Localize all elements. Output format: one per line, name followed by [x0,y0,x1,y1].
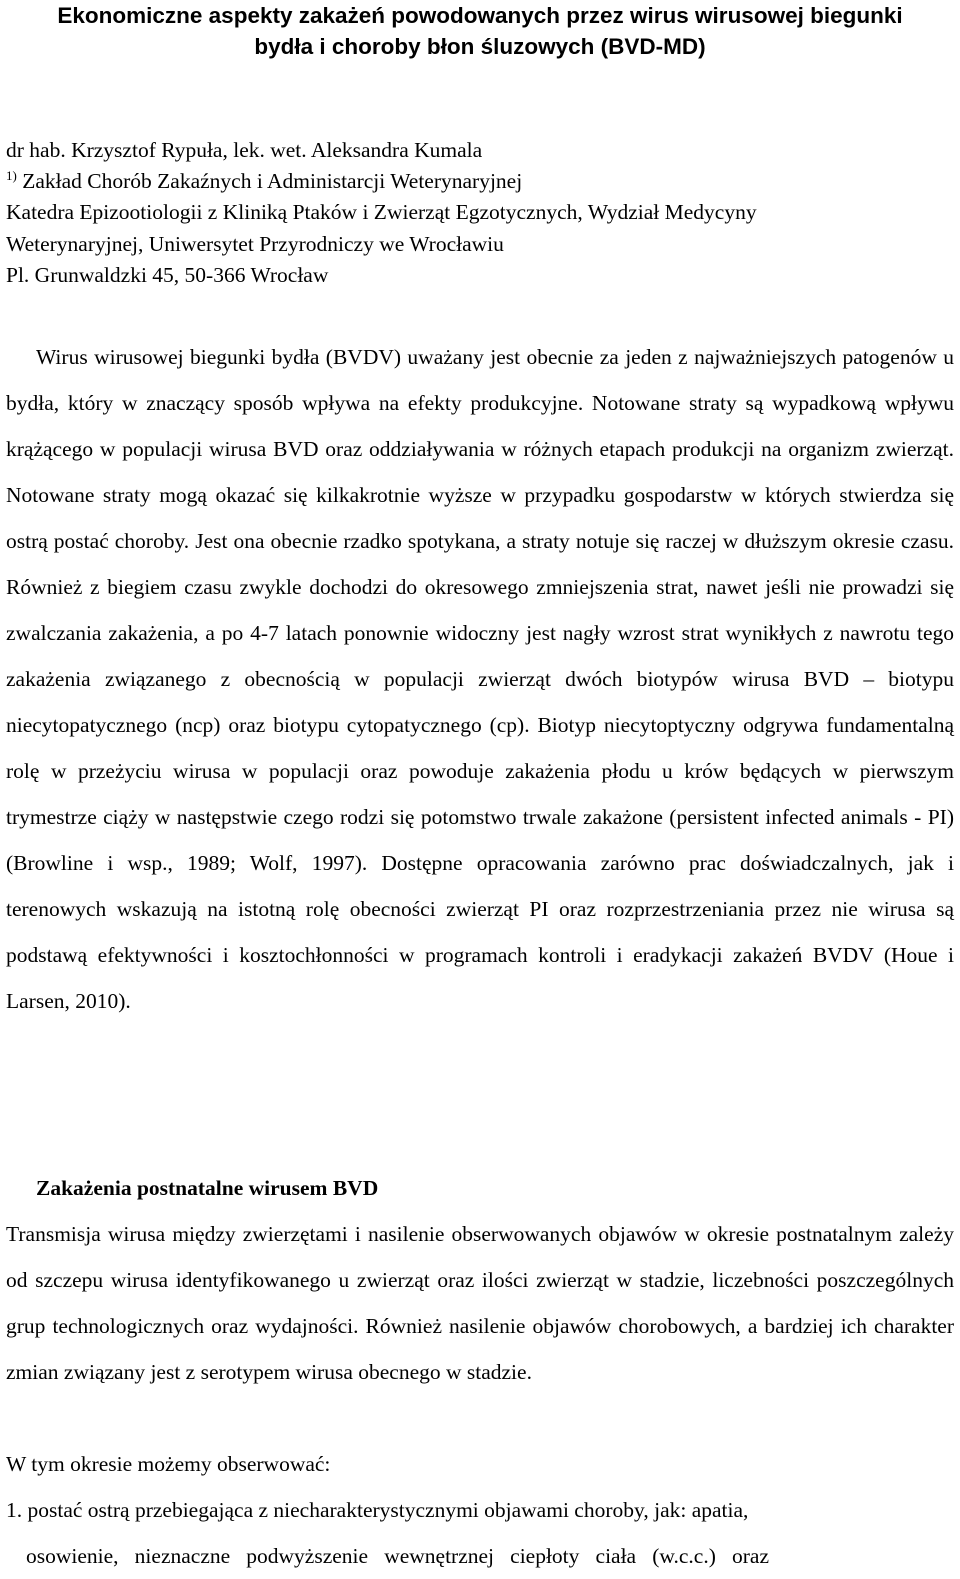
affiliation-line-3: Weterynaryjnej, Uniwersytet Przyrodniczy we Wrocławiu [6,231,504,256]
observation-intro: W tym okresie możemy obserwować: [6,1452,331,1476]
affiliation-department: Zakład Chorób Zakaźnych i Administarcji Weterynaryjnej [16,169,523,194]
intro-paragraph-text: Wirus wirusowej biegunki bydła (BVDV) uważany jest obecnie za jeden z najważniejszych patogenów u bydła, który w znaczący sposób wpływa na efekty produkcyjne. Notowane straty są wypadkową wpływu krążącego w populacji wirusa BVD oraz oddziaływania w różnych etapach produkcji na organizm zwierząt. Notowane straty mogą okazać się kilkakrotnie wyższe w przypadku gospodarstw w których stwierdza się ostrą postać choroby. Jest ona obecnie rzadko spotykana, a straty notuje się raczej w dłuższym okresie czasu. Również z biegiem czasu zwykle dochodzi do okresowego zmniejszenia strat, nawet jeśli nie prowadzi się zwalczania zakażenia, a po 4-7 latach ponownie widoczny jest nagły wzrost strat wynikłych z nawrotu tego zakażenia związanego z obecnością w populacji zwierząt dwóch biotypów wirusa BVD – biotypu niecytopatycznego (ncp) oraz biotypu cytopatycznego (cp). Biotyp niecytoptyczny odgrywa fundamentalną rolę w przeżyciu wirusa w populacji oraz powoduje zakażenia płodu u krów będących w pierwszym trymestrze ciąży w następstwie czego rodzi się potomstwo trwale zakażone (persistent infected animals - PI) (Browline i wsp., 1989; Wolf, 1997). Dostępne opracowania zarówno prac doświadczalnych, jak i terenowych wskazują na istotną rolę obecności zwierząt PI oraz rozprzestrzeniania przez nie wirusa są podstawą efektywności i kosztochłonności w programach kontroli i eradykacji zakażeń BVDV (Houe i Larsen, 2010). [6,345,954,1013]
intro-paragraph [6,334,954,1024]
list-item-1-continuation: osowienie, nieznaczne podwyższenie wewnętrznej ciepłoty ciała (w.c.c.) oraz [26,1544,770,1568]
title-line-2: bydła i choroby błon śluzowych (BVD-MD) [254,34,706,59]
affiliation-line-1 [6,166,956,197]
affiliation-address: Pl. Grunwaldzki 45, 50-366 Wrocław [6,262,329,287]
list-item [6,1487,954,1579]
postnatal-paragraph-text: Transmisja wirusa między zwierzętami i nasilenie obserwowanych objawów w okresie postnatalnym zależy od szczepu wirusa identyfikowanego u zwierząt oraz ilości zwierząt w stadzie, liczebności poszczególnych grup technologicznych oraz wydajności. Również nasilenie objawów chorobowych, a bardziej ich charakter zmian związany jest z serotypem wirusa obecnego w stadzie. [6,1222,954,1384]
list-item-1: 1. postać ostrą przebiegająca z niecharakterystycznymi objawami choroby, jak: apatia, [6,1498,749,1522]
section-heading: Zakażenia postnatalne wirusem BVD [36,1176,379,1200]
title-line-1: Ekonomiczne aspekty zakażeń powodowanych przez wirus wirusowej biegunki [57,3,903,28]
affiliation-line-2: Katedra Epizootiologii z Kliniką Ptaków i Zwierząt Egzotycznych, Wydział Medycyny [6,200,757,225]
authors-line: dr hab. Krzysztof Rypuła, lek. wet. Aleksandra Kumala [6,138,483,162]
document-title [0,0,960,62]
affiliation-marker: 1) [6,168,17,184]
author-affiliation-block [6,135,956,291]
postnatal-paragraph [6,1211,954,1395]
